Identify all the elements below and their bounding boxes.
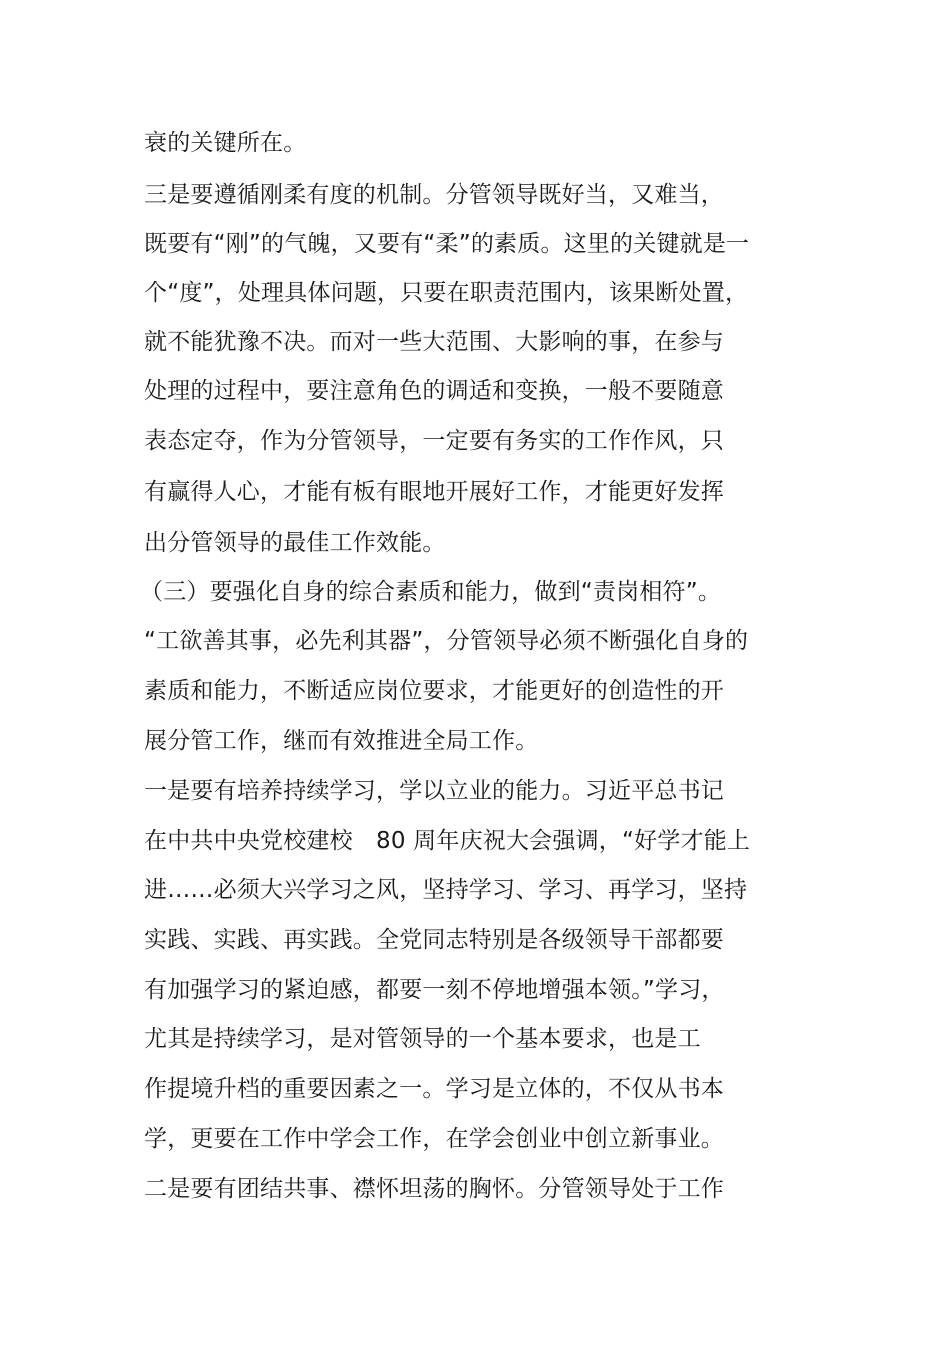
text-line: 有加强学习的紧迫感，都要一刻不停地增强本领。”学习， xyxy=(144,977,725,1003)
text-line: 衰的关键所在。 xyxy=(144,130,307,156)
text-line: 作提境升档的重要因素之一。学习是立体的，不仅从书本 xyxy=(144,1076,724,1102)
text-line: 既要有“刚”的气魄，又要有“柔”的素质。这里的关键就是一 xyxy=(144,231,750,257)
text-line: 在中共中央党校建校 80 周年庆祝大会强调，“好学才能上 xyxy=(144,828,751,854)
text-line: 有赢得人心，才能有板有眼地开展好工作，才能更好发挥 xyxy=(144,479,724,505)
text-line: 处理的过程中，要注意角色的调适和变换，一般不要随意 xyxy=(144,378,724,404)
text-line: 素质和能力，不断适应岗位要求，才能更好的创造性的开 xyxy=(144,678,724,704)
text-line: 学，更要在工作中学会工作，在学会创业中创立新事业。 xyxy=(144,1126,724,1152)
text-line: 尤其是持续学习，是对管领导的一个基本要求，也是工 xyxy=(144,1026,701,1052)
text-line: 三是要遵循刚柔有度的机制。分管领导既好当，又难当， xyxy=(144,182,724,208)
text-line: 展分管工作，继而有效推进全局工作。 xyxy=(144,728,539,754)
section-heading: （三）要强化自身的综合素质和能力，做到“责岗相符”。 xyxy=(140,579,722,605)
text-line: 个“度”，处理具体问题，只要在职责范围内，该果断处置， xyxy=(144,280,749,306)
text-line: 就不能犹豫不决。而对一些大范围、大影响的事，在参与 xyxy=(144,329,724,355)
text-line: 一是要有培养持续学习，学以立业的能力。习近平总书记 xyxy=(144,778,724,804)
text-line: 实践、实践、再实践。全党同志特别是各级领导干部都要 xyxy=(144,927,724,953)
text-line: “工欲善其事，必先利其器”，分管领导必须不断强化自身的 xyxy=(144,628,749,654)
text-line: 二是要有团结共事、襟怀坦荡的胸怀。分管领导处于工作 xyxy=(144,1176,724,1202)
text-line: 进……必须大兴学习之风，坚持学习、学习、再学习，坚持 xyxy=(144,877,748,903)
text-line: 出分管领导的最佳工作效能。 xyxy=(144,530,446,556)
text-line: 表态定夺，作为分管领导，一定要有务实的工作作风，只 xyxy=(144,428,724,454)
